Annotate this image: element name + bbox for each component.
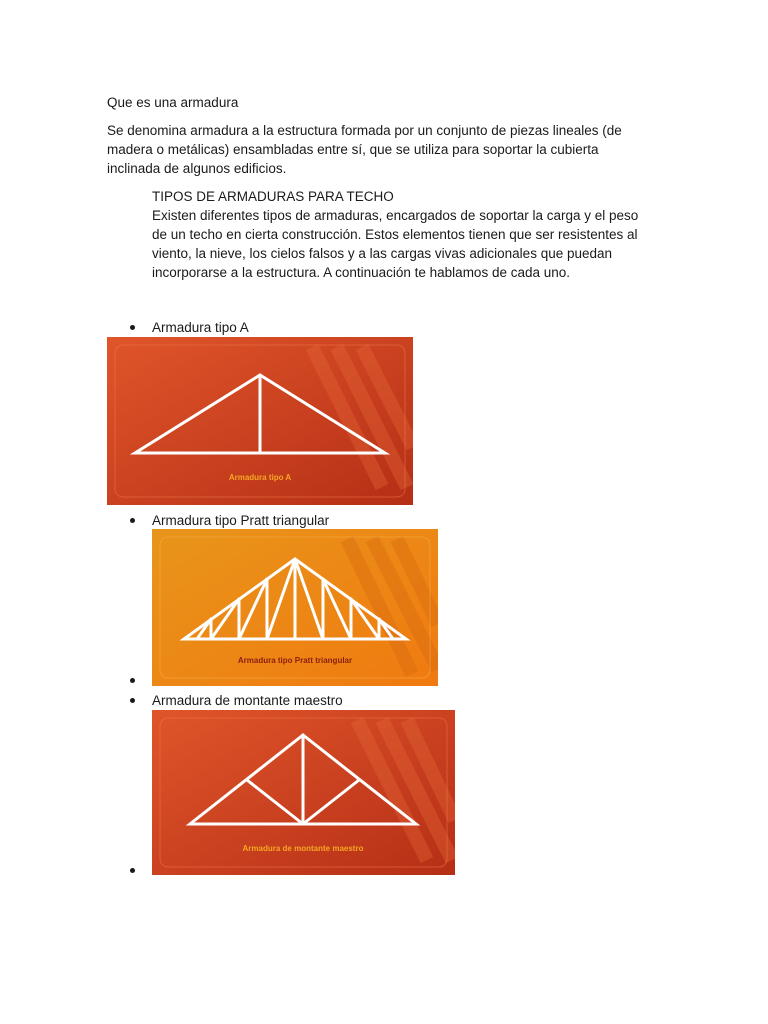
truss-image-pratt: [152, 529, 438, 686]
bullet-dot: [130, 518, 135, 523]
section-title: TIPOS DE ARMADURAS PARA TECHO: [152, 189, 394, 204]
page-title: Que es una armadura: [107, 95, 239, 110]
truss-caption: Armadura de montante maestro: [242, 844, 364, 853]
bullet-dot: [130, 868, 135, 873]
truss-caption: Armadura tipo Pratt triangular: [237, 656, 353, 665]
list-item-label: Armadura tipo A: [152, 320, 249, 335]
bullet-dot: [130, 325, 135, 330]
definition-paragraph: Se denomina armadura a la estructura formada por un conjunto de piezas lineales (de madera o metálicas) ensambladas entre sí, que se utiliza para soportar la cubierta inclinada de algunos edificios.: [107, 123, 622, 176]
list-item-label: Armadura de montante maestro: [152, 693, 343, 708]
truss-caption: Armadura tipo A: [228, 473, 292, 482]
bullet-dot: [130, 678, 135, 683]
truss-image-tipo-a: [107, 337, 413, 505]
bullet-dot: [130, 698, 135, 703]
truss-image-montante-maestro: [152, 710, 455, 875]
list-item-label: Armadura tipo Pratt triangular: [152, 513, 330, 528]
section-body: Existen diferentes tipos de armaduras, encargados de soportar la carga y el peso de un techo en cierta construcción. Estos elementos tienen que ser resistentes al viento, la nieve, los cielos falsos y a las cargas vivas adicionales que puedan incorporarse a la estructura. A continuación te hablamos de cada uno.: [152, 208, 639, 280]
